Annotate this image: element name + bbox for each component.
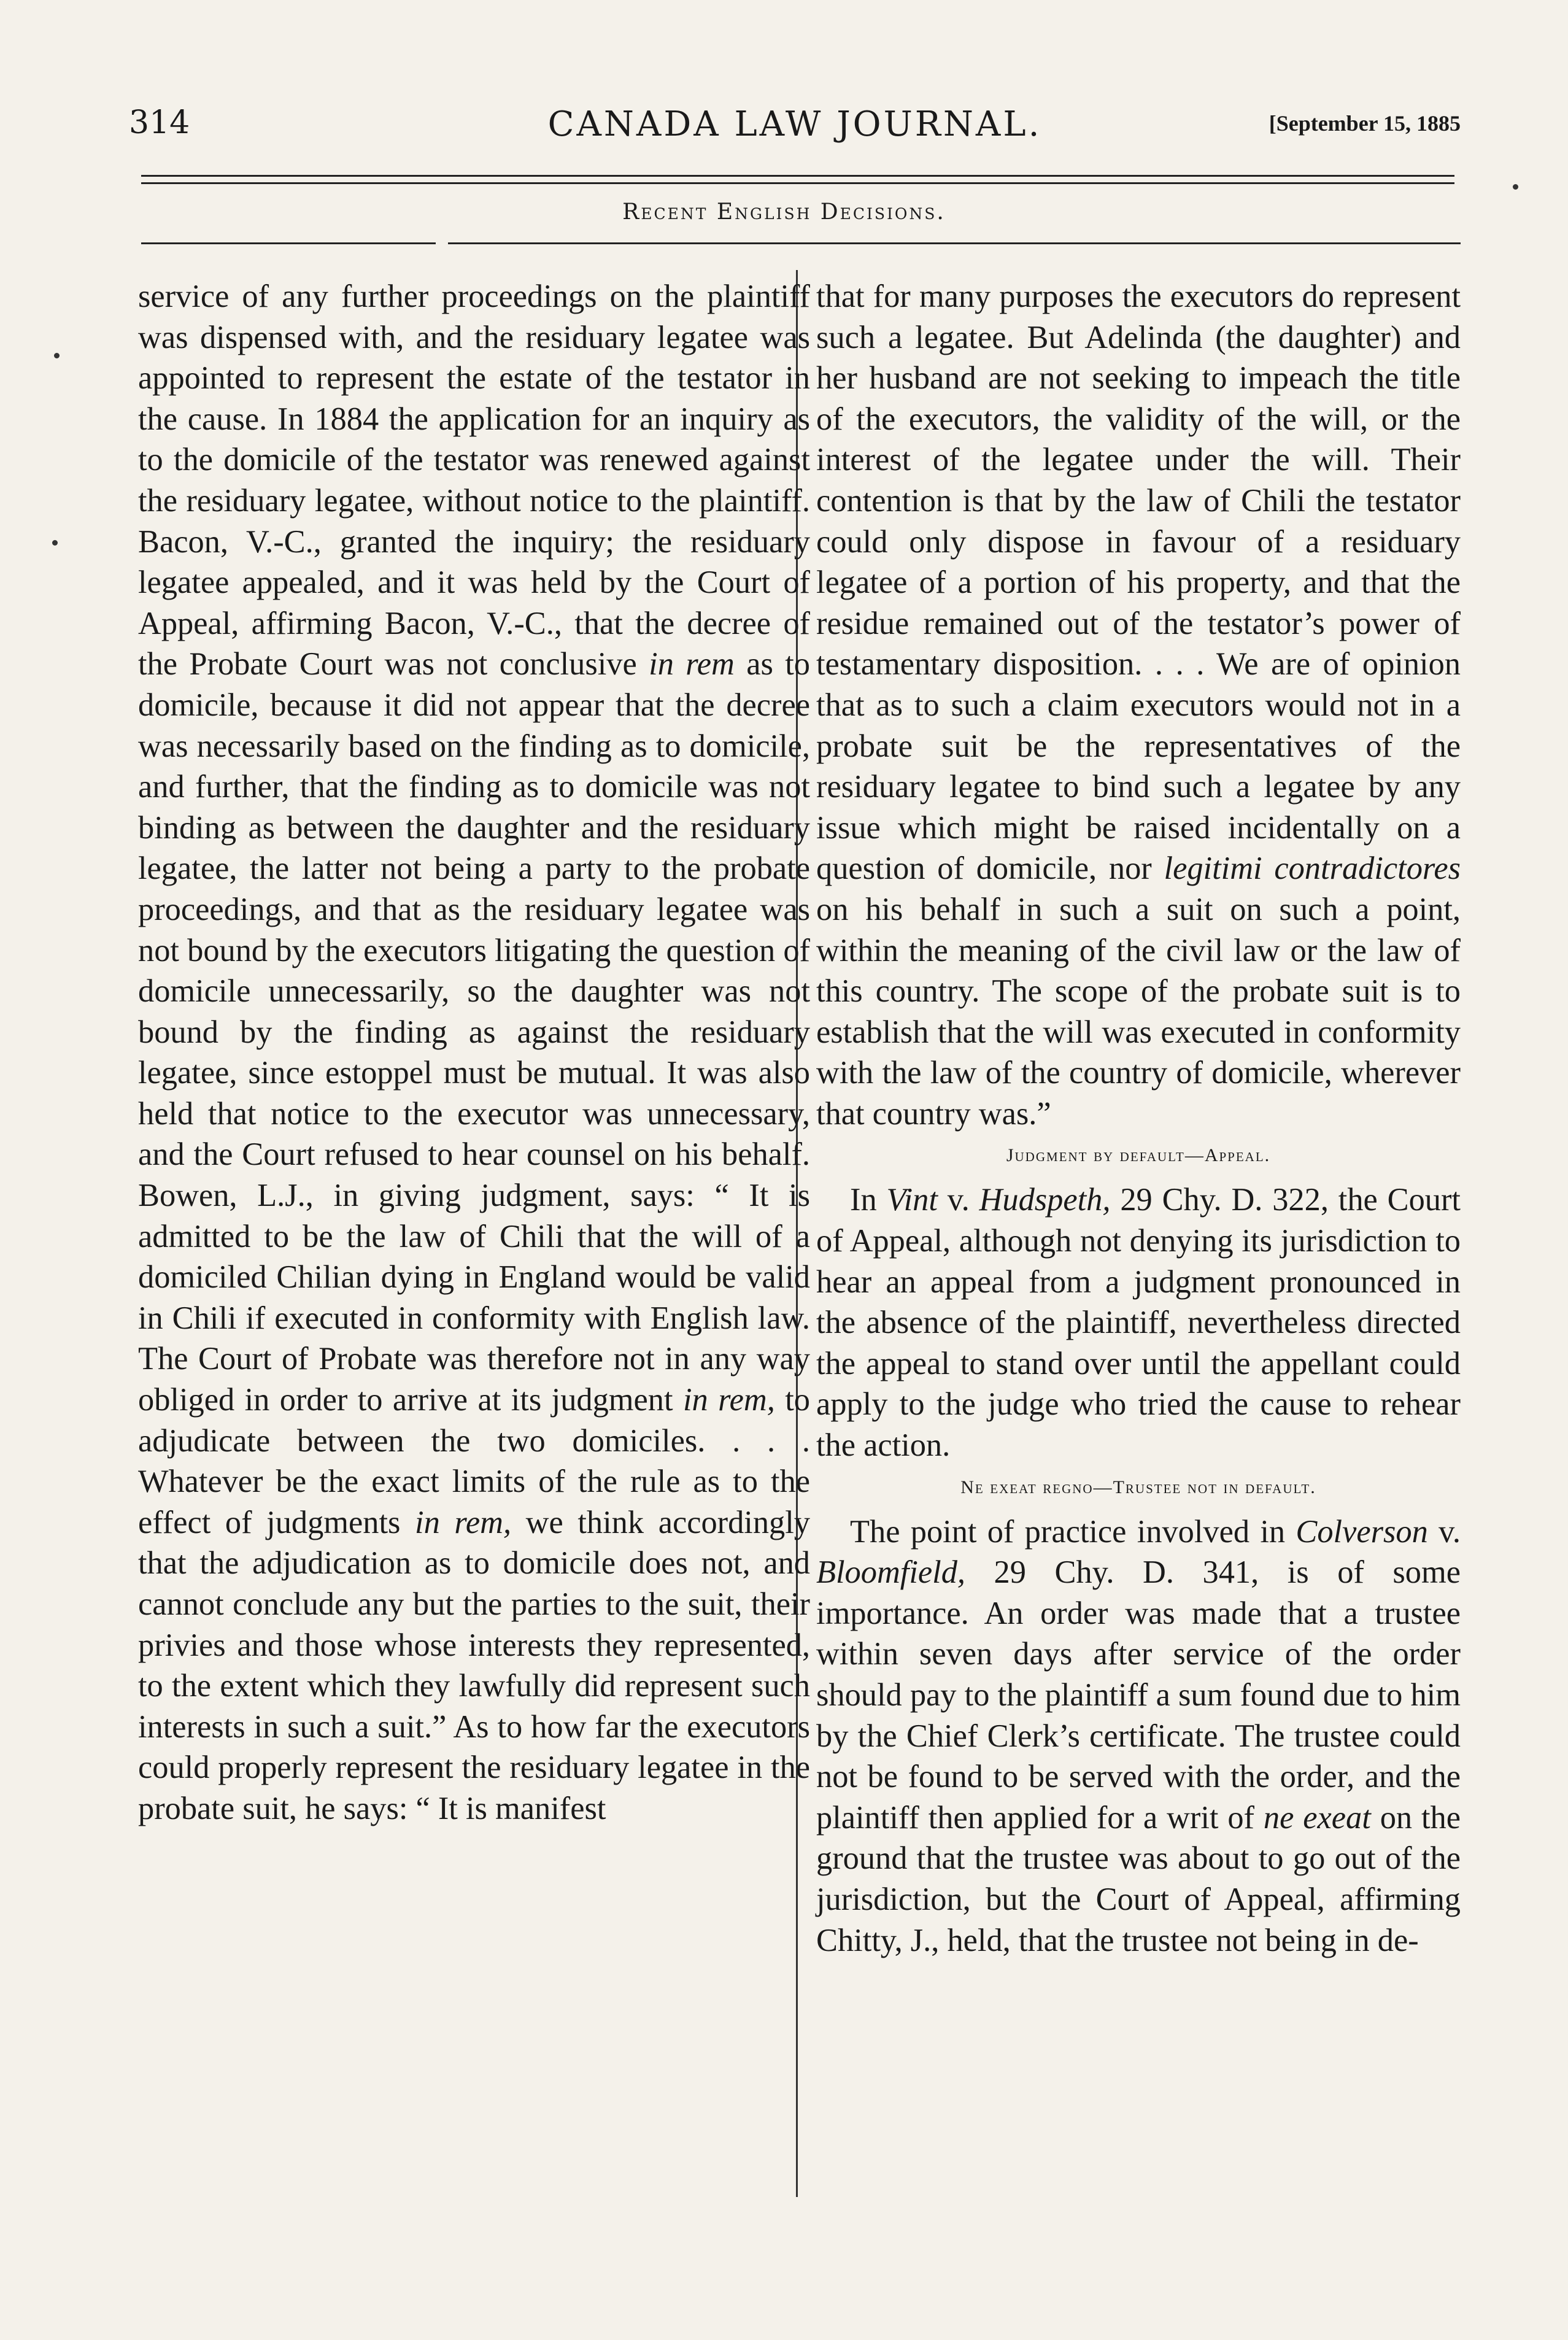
section-rule-right — [448, 242, 1461, 244]
section-title: Recent English Decisions. — [622, 199, 946, 225]
header-rule-bottom — [141, 182, 1454, 184]
case-name-vint: Vint — [886, 1182, 938, 1218]
left-paragraph — [138, 276, 810, 1829]
right-text-2a: In — [850, 1182, 877, 1218]
left-italic-1: in rem — [649, 646, 735, 682]
ink-speck — [52, 540, 58, 546]
case-name-colverson: Colverson — [1296, 1513, 1428, 1550]
header-rule-top — [141, 175, 1454, 177]
right-text-3c: on the ground that the trustee was about to go out of the jurisdiction, but the Court of Appeal, affirming Chitty, J., held, that the trustee not being in de- — [816, 1799, 1461, 1958]
left-column — [138, 276, 810, 1829]
journal-title: CANADA LAW JOURNAL. — [547, 104, 1042, 144]
ink-speck — [1513, 184, 1518, 190]
right-italic-ne-exeat: ne exeat — [1263, 1799, 1371, 1836]
left-text-3: to adjudicate between the two domiciles. . . . Whatever be the exact limits of the rule as to the effect of judgments — [138, 1382, 810, 1540]
left-italic-2: in rem, — [682, 1382, 775, 1418]
section-rule-left — [141, 242, 436, 244]
right-text-3b: 29 Chy. D. 341, is of some importance. An order was made that a trustee within seven days after service of the order should pay to the plaintiff a sum found due to him by the Chief Clerk’s certificate. The trustee could not be found to be served with the order, and the plaintiff then applied for a writ of — [816, 1554, 1461, 1836]
subheading-judgment-by-default: Judgment by default—Appeal. — [1006, 1145, 1271, 1166]
left-text-4: we think accordingly that the adjudication as to domicile does not, and cannot conclude any but the parties to the suit, their privies and those whose interests they represented, to the extent which they lawfully did represent such interests in such a suit.” As to how far the executors could properly represent the residuary legatee in the probate suit, he says: “ It is manifest — [138, 1504, 810, 1826]
right-text-2b: 29 Chy. D. 322, the Court of Appeal, although not denying its jurisdiction to hear an appeal from a judgment pronounced in the absence of the plaintiff, nevertheless directed the appeal to stand over until the appellant could apply to the judge who tried the cause to rehear the action. — [816, 1182, 1461, 1464]
case-name-bloomfield: Bloomfield, — [816, 1554, 965, 1591]
issue-date: [September 15, 1885 — [1269, 111, 1461, 136]
running-head — [129, 104, 1461, 160]
right-text-1: that for many purposes the executors do represent such a legatee. But Adelinda (the daughter) and her husband are not seeking to impeach the title of the executors, the validity of the will, or the interest of the legatee under the will. Their contention is that by the law of Chili the testator could only dispose in favour of a residuary legatee of a portion of his property, and that the residue remained out of the testator’s power of testamentary disposition. . . . We are of opinion that as to such a claim executors would not in a probate suit be the representatives of the residuary legatee to bind such a legatee by any issue which might be raised incidentally on a question of domicile, nor — [816, 279, 1461, 887]
case-versus-2: v. — [1439, 1513, 1461, 1550]
case-name-hudspeth: Hudspeth, — [979, 1182, 1111, 1218]
right-paragraph-1 — [816, 276, 1461, 1134]
left-italic-3: in rem, — [415, 1504, 512, 1540]
page-number: 314 — [129, 104, 190, 141]
right-text-1b: on his behalf in such a suit on such a point, within the meaning of the civil law or the law of this country. The scope of the probate suit is to establish that the will was executed in conformity with the law of the country of domicile, wherever that country was.” — [816, 891, 1461, 1132]
case-versus: v. — [947, 1182, 970, 1218]
right-italic-1: legitimi contradictores — [1164, 851, 1461, 887]
subheading-ne-exeat: Ne exeat regno—Trustee not in default. — [960, 1477, 1316, 1497]
left-text-1: service of any further proceedings on the plaintiff was dispensed with, and the residuary legatee was appointed to represent the estate of the testator in the cause. In 1884 the application for an inquiry as to the domicile of the testator was renewed against the residuary legatee, without notice to the plaintiff. Bacon, V.-C., granted the inquiry; the residuary legatee appealed, and it was held by the Court of Appeal, affirming Bacon, V.-C., that the decree of the Probate Court was not conclusive — [138, 279, 810, 682]
right-column — [816, 276, 1461, 1961]
right-paragraph-3 — [816, 1512, 1461, 1961]
left-text-2: as to domicile, because it did not appear that the decree was necessarily based on the finding as to domicile, and further, that the finding as to domicile was not binding as between the daughter and the residuary legatee, the latter not being a party to the probate proceedings, and that as the residuary legatee was not bound by the executors litigating the question of domicile unnecessarily, so the daughter was not bound by the finding as against the residuary legatee, since estoppel must be mutual. It was also held that notice to the executor was unnecessary, and the Court refused to hear counsel on his behalf. Bowen, L.J., in giving judgment, says: “ It is admitted to be the law of Chili that the will of a domiciled Chilian dying in England would be valid in Chili if executed in conformity with English law. The Court of Probate was therefore not in any way obliged in order to arrive at its judgment — [138, 646, 810, 1418]
right-paragraph-2 — [816, 1180, 1461, 1465]
ink-speck — [54, 353, 60, 358]
right-text-3a: The point of practice involved in — [850, 1513, 1286, 1550]
